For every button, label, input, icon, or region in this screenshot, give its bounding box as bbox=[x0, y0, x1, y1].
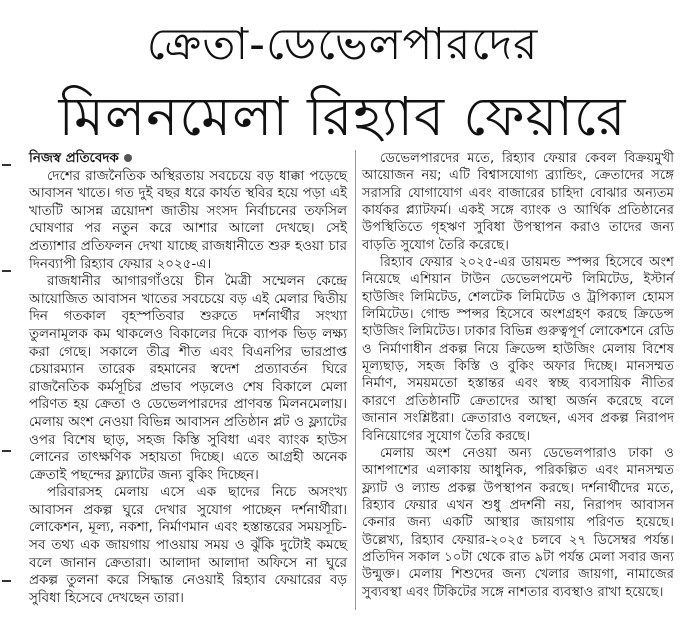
adjacent-column-edge bbox=[0, 150, 14, 620]
byline bbox=[29, 150, 347, 168]
bullet-icon bbox=[124, 154, 132, 162]
headline-line-2: মিলনমেলা রিহ্যাব ফেয়ারে bbox=[58, 85, 627, 148]
article-column-right bbox=[362, 150, 674, 601]
headline-line-1: ক্রেতা-ডেভেলপারদের bbox=[146, 19, 539, 70]
column-divider bbox=[355, 150, 356, 610]
article-column-left bbox=[29, 150, 347, 607]
paragraph: পরিবারসহ মেলায় এসে এক ছাদের নিচে অসংখ্য আবাসন প্রকল্প ঘুরে দেখার সুযোগ পাচ্ছেন দর্শনার্থীরা। লোকেশন, মূল্য, নকশা, নির্মাণমান এবং হস্তান্তরের সময়সূচি- সব তথ্য এক জায়গায় পাওয়ায় সময় ও ঝুঁকি দুটোই কমছে বলে জানান ক্রেতারা। আলাদা আলাদা অফিসে না ঘুরে প্রকল্প তুলনা করে সিদ্ধান্ত নেওয়াই রিহ্যাব ফেয়ারের বড় সুবিধা হিসেবে দেখছেন তারা। bbox=[29, 485, 347, 606]
paragraph: মেলায় অংশ নেওয়া অন্য ডেভেলপারাও ঢাকা ও আশপাশের এলাকায় আধুনিক, পরিকল্পিত এবং মানসম্মত ফ্ল্যাট ও ল্যান্ড প্রকল্প উপস্থাপন করছে। দর্শনার্থীদের মতে, রিহ্যাব ফেয়ার এখন শুধু প্রদর্শনী নয়, নিরাপদ আবাসন কেনার জন্য একটি আস্থার জায়গায় পরিণত হয়েছে। উল্লেখ্য, রিহ্যাব ফেয়ার-২০২৫ চলবে ২৭ ডিসেম্বর পর্যন্ত। প্রতিদিন সকাল ১০টা থেকে রাত ৯টা পর্যন্ত মেলা সবার জন্য উন্মুক্ত। মেলায় শিশুদের জন্য খেলার জায়গা, নামাজের সুব্যবস্থা এবং টিকিটের সঙ্গে নাশতার ব্যবস্থাও রাখা হয়েছে। bbox=[362, 445, 674, 600]
paragraph: রাজধানীর আগারগাঁওয়ে চীন মৈত্রী সম্মেলন কেন্দ্রে আয়োজিত আবাসন খাতের সবচেয়ে বড় এই মেলার দ্বিতীয় দিন গতকাল বৃহস্পতিবার শুরুতে দর্শনার্থীর সংখ্যা তুলনামূলক কম থাকলেও বিকালের দিকে ব্যাপক ভিড় লক্ষ্য করা গেছে। সকালে তীব্র শীত এবং বিএনপির ভারপ্রাপ্ত চেয়ারম্যান তারেক রহমানের স্বদেশ প্রত্যাবর্তন ঘিরে রাজনৈতিক কর্মসূচির প্রভাব পড়লেও শেষ বিকালে মেলা পরিণত হয় ক্রেতা ও ডেভেলপারদের প্রাণবন্ত মিলনমেলায়। মেলায় অংশ নেওয়া বিভিন্ন আবাসন প্রতিষ্ঠান প্লট ও ফ্ল্যাটের ওপর বিশেষ ছাড়, সহজ কিস্তি সুবিধা এবং ব্যাংক হাউস লোনের তাৎক্ষণিক সহায়তা দিচ্ছে। এতে আগ্রহী অনেক ক্রেতাই পছন্দের ফ্ল্যাটের জন্য বুকিং দিচ্ছেন। bbox=[29, 274, 347, 483]
byline-text: নিজস্ব প্রতিবেদক bbox=[29, 151, 119, 166]
paragraph: রিহ্যাব ফেয়ার ২০২৫-এর ডায়মন্ড স্পন্সর হিসেবে অংশ নিয়েছে এশিয়ান টাউন ডেভেলপমেন্ট লিমিটেড, ইস্টার্ন হাউজিং লিমিটেড, শেলটেক লিমিটেড ও ট্রপিক্যাল হোমস লিমিটেড। গোল্ড স্পন্সর হিসেবে অংশগ্রহণ করছে ক্রিডেন্স হাউজিং লিমিটেড। ঢাকার বিভিন্ন গুরুত্বপূর্ণ লোকেশনে রেডি ও নির্মাণাধীন প্রকল্প নিয়ে ক্রিডেন্স হাউজিং মেলায় বিশেষ মূল্যছাড়, সহজ কিস্তি ও বুকিং অফার দিচ্ছে। মানসম্মত নির্মাণ, সময়মতো হস্তান্তর এবং স্বচ্ছ ব্যবসায়িক নীতির কারণে প্রতিষ্ঠানটি ক্রেতাদের আস্থা অর্জন করেছে বলে জানান সংশ্লিষ্টরা। ক্রেতারাও বলছেন, এসব প্রকল্প নিরাপদ বিনিয়োগের সুযোগ তৈরি করছে। bbox=[362, 255, 674, 444]
paragraph: ডেভেলপারদের মতে, রিহ্যাব ফেয়ার কেবল বিক্রয়মুখী আয়োজন নয়; এটি বিশ্বাসযোগ্য ব্র্যান্ডিং, ক্রেতাদের সঙ্গে সরাসরি যোগাযোগ এবং বাজারের চাহিদা বোঝার অন্যতম কার্যকর প্ল্যাটফর্ম। একই সঙ্গে ব্যাংক ও আর্থিক প্রতিষ্ঠানের উপস্থিতিতে গৃহঋণ সুবিধা উপস্থাপন করাও তাদের জন্য বাড়তি সুযোগ তৈরি করেছে। bbox=[362, 151, 674, 253]
paragraph: দেশের রাজনৈতিক অস্থিরতায় সবচেয়ে বড় ধাক্কা পড়েছে আবাসন খাতে। গত দুই বছর ধরে কার্যত স্থবির হয়ে পড়া এই খাতটি আসন্ন ত্রয়োদশ জাতীয় সংসদ নির্বাচনের তফসিল ঘোষণার পর নতুন করে আশার আলো দেখছে। সেই প্রত্যাশার প্রতিফলন দেখা যাচ্ছে রাজধানীতে শুরু হওয়া চার দিনব্যাপী রিহ্যাব ফেয়ার ২০২৫-এ। bbox=[29, 168, 347, 272]
